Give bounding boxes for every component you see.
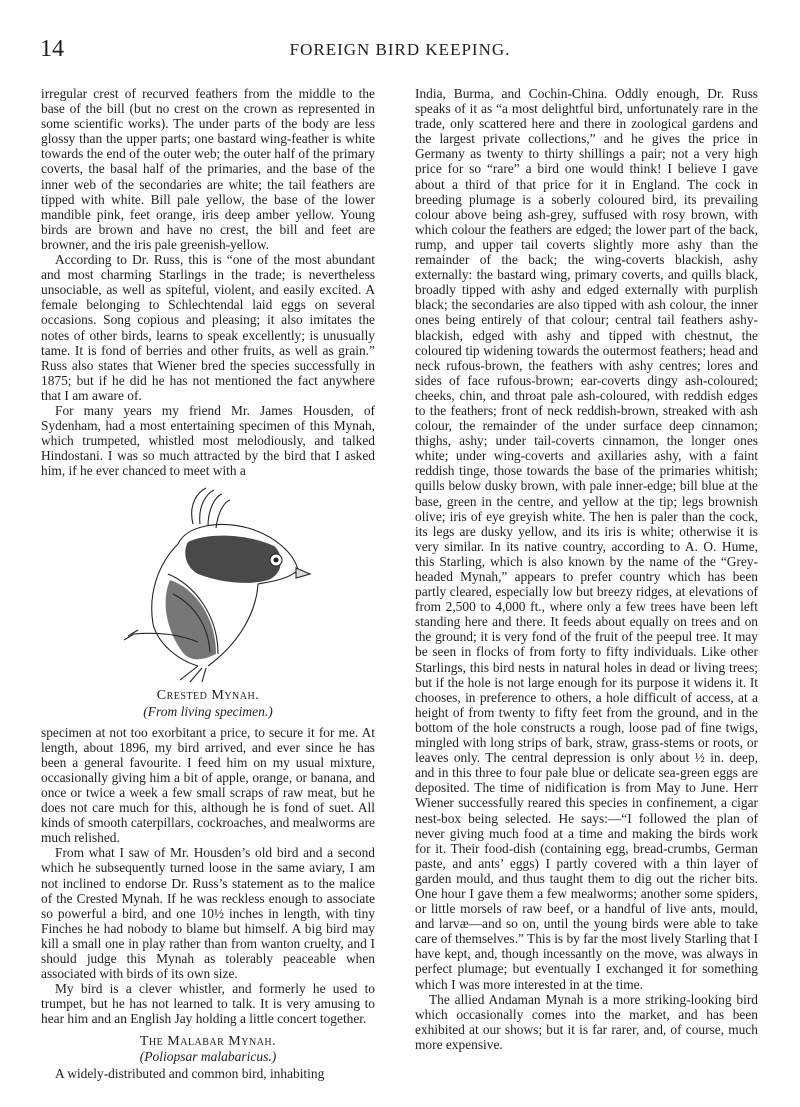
crested-mynah-illustration: [98, 484, 318, 684]
figure-subcaption: (From living specimen.): [143, 703, 273, 719]
paragraph: irregular crest of recurved feathers from the middle to the base of the bill (but no crest on the crown as represented in some scientific works). The under parts of the body are less glossy than the upper parts; one bastard wing-feather is white towards the end of the outer web; the outer half of the primary coverts, the basal half of the primaries, and the base of the inner web of the secondaries are white; the tail feathers are tipped with white. Bill pale yellow, the base of the lower mandible pink, feet orange, iris deep amber yellow. Young birds are brown and have no crest, the bill and feet are browner, and the iris pale greenish-yellow.: [41, 86, 375, 252]
paragraph: A widely-distributed and common bird, inhabiting: [55, 1065, 325, 1081]
paragraph: According to Dr. Russ, this is “one of the most abundant and most charming Starlings in the trade; is nevertheless unsociable, as well as spiteful, violent, and easily excited. A female belonging to Schlechtendal laid eggs on several occasions. Song copious and pleasing; it also imitates the notes of other birds, learns to speak excellently; is unusually tame. It is fond of berries and other fruits, as well as grain.” Russ also states that Wiener bred the species successfully in 1875; but if he did he has not mentioned the fact anywhere that I am aware of.: [41, 252, 375, 403]
paragraph: The allied Andaman Mynah is a more striking-looking bird which occasionally comes into the market, and has been exhibited at our shows; but it is far rarer, and, of course, much more expensive.: [415, 991, 758, 1052]
paragraph: From what I saw of Mr. Housden’s old bird and a second which he subsequently turned loose in the same aviary, I am not inclined to endorse Dr. Russ’s statement as to the malice of the Crested Mynah. If he was reckless enough to associate so powerful a bird, and one 10½ inches in length, with tiny Finches he had nobody to blame but himself. A big bird may kill a small one in play rather than from wanton cruelty, and I should judge this Mynah as tolerably peaceable when associated with birds of its own size.: [41, 845, 375, 982]
running-head: FOREIGN BIRD KEEPING.: [289, 40, 511, 59]
paragraph: specimen at not too exorbitant a price, to secure it for me. At length, about 1896, my bird arrived, and ever since he has been a general favourite. I feed him on my usual mixture, occasionally giving him a bit of apple, orange, or banana, and once or twice a week a few small scraps of raw meat, but he does not care much for this, although he is fond of suet. All kinds of smooth caterpillars, cockroaches, and mealworms are much relished.: [41, 724, 375, 846]
page-number: 14: [40, 36, 64, 62]
section-heading: The Malabar Mynah.: [139, 1033, 277, 1049]
figure-caption: Crested Mynah.: [156, 688, 260, 704]
crested-mynah-figure: [41, 484, 375, 718]
section-latin-name: (Poliopsar malabaricus.): [139, 1048, 277, 1064]
paragraph: For many years my friend Mr. James Housden, of Sydenham, had a most entertaining specimen of this Mynah, which trumpeted, whistled most melodiously, and talked Hindostani. I was so much attracted by the bird that I asked him, if he ever chanced to meet with a: [41, 402, 375, 479]
paragraph: India, Burma, and Cochin-China. Oddly enough, Dr. Russ speaks of it as “a most delightful bird, unfortunately rare in the trade, only scattered here and there in zoological gardens and the largest private collections,” and he gives the price in Germany as twenty to thirty shillings a pair; not a very high price for so “rare” a bird one would think! I believe I gave about a third of that price for it in England. The cock in breeding plumage is a soberly coloured bird, its prevailing colour above being ash-grey, suffused with rosy brown, with which colour the feathers are edged; the lower part of the back, rump, and upper tail coverts slightly more ashy than the remainder of the back; the wing-coverts blackish, ashy externally: the bastard wing, primary coverts, and quills black, broadly tipped with ashy and edged externally with purplish black; the secondaries are also tipped with ash colour, the inner ones being entirely of that colour; central tail feathers ashy-blackish, edged with ashy and tipped with chestnut, the coloured tip widening towards the outermost feathers; head and neck rufous-brown, the feathers with ashy centres; lores and sides of face rufous-brown; ear-coverts dingy ash-coloured; cheeks, chin, and throat pale ash-coloured, with reddish edges to the feathers; front of neck reddish-brown, streaked with ash colour, the remainder of the under surface deep cinnamon; thighs, ashy; under tail-coverts cinnamon, the longer ones white; under wing-coverts and axillaries ashy, with a faint reddish tinge, those towards the base of the primaries whitish; quills below dusky brown, with pale inner-edge; bill blue at the base, green in the centre, and yellow at the tip; legs brownish olive; iris of eye greyish white. The hen is paler than the cock, its legs are dusky yellow, and its iris is white; otherwise it is very similar. In its native country, according to A. O. Hume, this Starling, which is also known by the name of the “Grey-headed Mynah,” appears to prefer country which has been partly cleared, especially low but breezy ridges, at elevations of from 2,500 to 4,000 ft., where only a few trees have been left standing here and there. It feeds about equally on trees and on the ground; it is very fond of the fruit of the peepul tree. It may be seen in flocks of from forty to fifty individuals. Like other Starlings, this bird nests in natural holes in dead or living trees; but if the hole is not large enough for its purpose it widens it. It chooses, in preference to others, a hole difficult of access, at a height of from twenty to fifty feet from the ground, and in the bottom of the hole constructs a rough, loose pad of fine twigs, mingled with long strips of bark, straw, grass-stems or roots, or leaves only. The central depression is only about ½ in. deep, and in this three to four pale blue or delicate sea-green eggs are deposited. The time of nidification is from May to June. Herr Wiener successfully reared this species in confinement, a cigar nest-box being selected. He says:—“I followed the plan of never giving much food at a time and making the birds work for it. Their food-dish (containing egg, bread-crumbs, German paste, and ants’ eggs) I partly covered with a thin layer of garden mould, and thus taught them to dig out the richer bits. One hour I gave them a few mealworms; another some spiders, or little morsels of raw beef, or a handful of live ants, mould, and larvæ—and so on, until the young birds were able to take care of themselves.” This is by far the most lively Starling that I have kept, and, though incessantly on the move, was always in perfect plumage; but eventually I exchanged it for something which I was more interested in at the time.: [415, 86, 758, 992]
left-column: [41, 86, 375, 1081]
right-column: [415, 86, 758, 1052]
paragraph: My bird is a clever whistler, and formerly he used to trumpet, but he has not learned to talk. It is very amusing to hear him and an English Jay holding a little concert together.: [41, 981, 375, 1027]
